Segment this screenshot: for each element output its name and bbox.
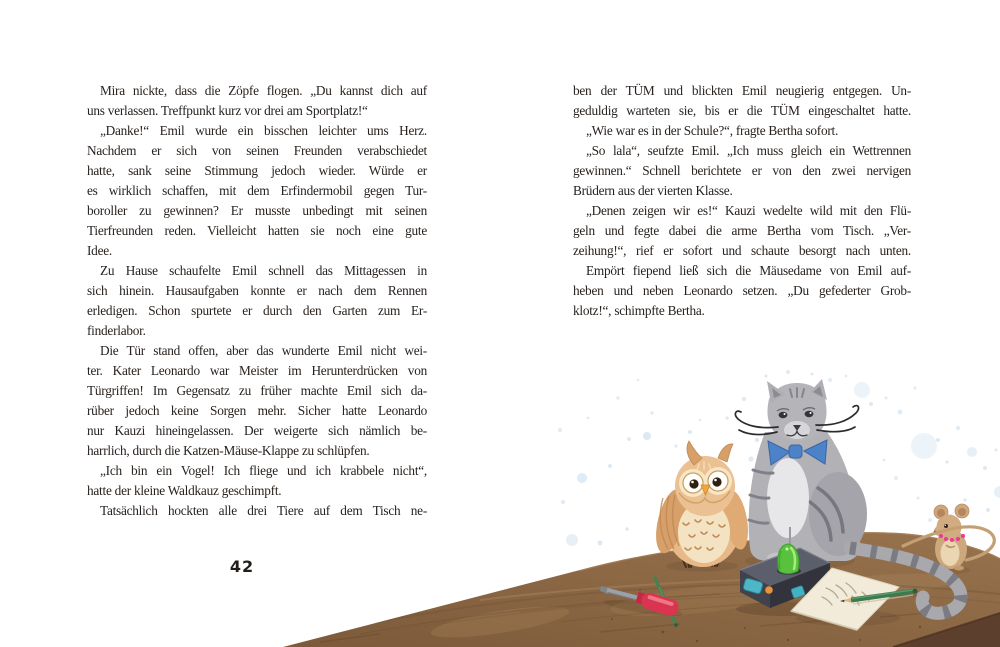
text-line: ter. Kater Leonardo war Meister im Herunterdrücken von bbox=[87, 363, 427, 378]
text-line: Zu Hause schaufelte Emil schnell das Mittagessen in bbox=[100, 263, 427, 278]
text-line: geln und fegte dabei die arme Bertha vom Tisch. „Ver- bbox=[573, 223, 911, 238]
text-line: „Danke!“ Emil wurde ein bisschen leichter ums Herz. bbox=[100, 123, 427, 138]
page-number: 42 bbox=[229, 557, 255, 576]
text-line: „Wie war es in der Schule?“, fragte Bertha sofort. bbox=[586, 123, 839, 138]
cat-leonardo bbox=[735, 379, 867, 569]
text-line: uns verlassen. Treffpunkt kurz vor drei am Sportplatz!“ bbox=[87, 103, 368, 118]
text-line: Idee. bbox=[87, 243, 112, 258]
text-line: es wirklich schaffen, mit dem Erfindermobil gegen Tur- bbox=[87, 183, 427, 198]
mouse-eye bbox=[944, 524, 948, 528]
text-line: erledigen. Schon spurtete er durch den Garten zum Er- bbox=[87, 303, 427, 318]
text-line: Tatsächlich hockten alle drei Tiere auf dem Tisch ne- bbox=[100, 503, 427, 518]
text-line: Empört fiepend ließ sich die Mäusedame von Emil auf- bbox=[586, 263, 911, 278]
text-line: Türgriffen! Im Gegensatz zu früher machte Emil sich da- bbox=[87, 383, 427, 398]
text-line: „Denen zeigen wir es!“ Kauzi wedelte wild mit den Flü- bbox=[586, 203, 911, 218]
text-line: zeihung!“, rief er sofort und schaute besorgt nach unten. bbox=[573, 243, 911, 258]
text-line: Nachdem er sich von seinen Freunden verabschiedet bbox=[87, 143, 427, 158]
text-line: klotz!“, schimpfte Bertha. bbox=[573, 303, 705, 318]
text-line: „Ich bin ein Vogel! Ich fliege und ich krabbele nicht“, bbox=[100, 463, 427, 478]
text-line: rüber jedoch keine Sorgen mehr. Sicher hatte Leonardo bbox=[87, 403, 427, 418]
text-line: Die Tür stand offen, aber das wunderte Emil nicht wei- bbox=[100, 343, 427, 358]
text-line: gewinnen.“ Schnell berichtete er von den zwei nervigen bbox=[573, 163, 911, 178]
text-line: sich hinein. Hausaufgaben konnte er nach dem Rennen bbox=[87, 283, 427, 298]
text-line: heben und neben Leonardo setzen. „Du gefederter Grob- bbox=[573, 283, 911, 298]
text-line: „So lala“, seufzte Emil. „Ich muss gleich ein Wettrennen bbox=[586, 143, 911, 158]
text-line: nur Kauzi hineingelassen. Der weigerte sich nämlich be- bbox=[87, 423, 427, 438]
text-line: harrlich, durch die Katzen-Mäuse-Klappe zu schlüpfen. bbox=[87, 443, 370, 458]
cat-eye-left bbox=[779, 412, 788, 418]
text-line: Mira nickte, dass die Zöpfe flogen. „Du kannst dich auf bbox=[100, 83, 427, 98]
text-line: ben der TÜM und blickten Emil neugierig entgegen. Un- bbox=[573, 83, 911, 98]
device-orange-light bbox=[765, 586, 773, 594]
text-line: boroller zu gewinnen? Er musste unbedingt mit seinen bbox=[87, 203, 427, 218]
text-line: hatte, sank seine Stimmung jedoch wieder. Würde er bbox=[87, 163, 427, 178]
text-line: geduldig warteten sie, bis er die TÜM eingeschaltet hatte. bbox=[573, 103, 911, 118]
cat-eye-right bbox=[805, 411, 814, 417]
owl-ear-tuft-right bbox=[718, 444, 733, 462]
text-line: hatte der kleine Waldkauz geschimpft. bbox=[87, 483, 282, 498]
text-line: Brüdern aus der vierten Klasse. bbox=[573, 183, 733, 198]
cat-chest bbox=[767, 458, 809, 538]
text-line: Tierfreunden reden. Vielleicht hatten sie noch eine gute bbox=[87, 223, 427, 238]
text-line: finderlabor. bbox=[87, 323, 146, 338]
